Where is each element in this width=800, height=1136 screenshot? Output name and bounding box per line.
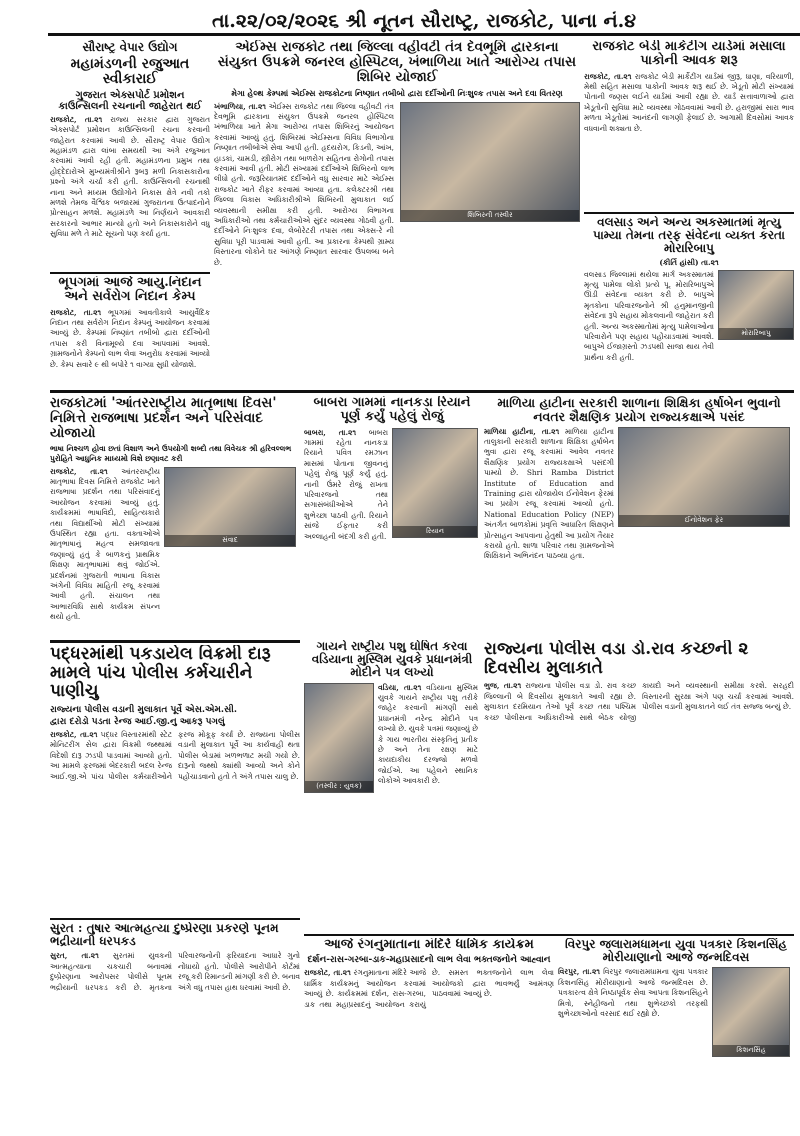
article-headline: પદ્ધરમાંથી પકડાયેલ વિક્રમી દારૂ મામલે પાંચ પોલીસ કર્મચારીને પાણીચુ: [50, 645, 271, 702]
dateline: રાજકોટ, તા.૨૧: [584, 71, 632, 81]
article-body: [584, 270, 714, 380]
article-headline: માળિયા હાટીના સરકારી શાળાના શિક્ષિકા હર્ષાબેન ભુવાનો નવતર શૈક્ષણિક પ્રયોગ રાજ્યકક્ષાએ પસંદ: [497, 396, 781, 424]
article-photo: [304, 683, 374, 793]
article-photo: [400, 102, 580, 222]
article-body: [50, 951, 300, 993]
article-text: રાજ્ય સરકાર દ્વારા ગુજરાત એક્સપોર્ટ પ્રમોશન કાઉન્સિલની રચના કરવાની જાહેરાત કરવામાં આવી છે. સૌરાષ્ટ્ર વેપાર ઉદ્યોગ મહામંડળ દ્વારા લાંબા સમયથી આ અંગે રજુઆત કરવામાં આવી રહી હતી. મહામંડળના પ્રમુખ તથા હોદ્દેદારોએ મુખ્યમંત્રીશ્રીને રૂબરૂ મળી નિકાસકારોના પ્રશ્નો અંગે ચર્ચા કરી હતી. કાઉન્સિલની રચનાથી નાના અને મધ્યમ ઉદ્યોગોને નિકાસ ક્ષેત્રે નવી તકો મળશે તેમજ વૈશ્વિક બજારમાં ગુજરાતના ઉત્પાદનોને પ્રોત્સાહન મળશે. મહામંડળે આ નિર્ણયને આવકારી સરકારનો આભાર માન્યો હતો અને નિકાસકારોને વધુ સુવિધા મળે તે માટે સૂચનો પણ કર્યા હતા.: [50, 114, 210, 239]
dateline: રાજકોટ, તા.૨૧: [304, 968, 351, 978]
article-journalist-birthday: [558, 938, 794, 1128]
article-body: [378, 683, 478, 903]
article-text: રાજ્યના પોલીસ વડા ડો. રાવ કચ્છ જિલ્લાની બે દિવસીય મુલાકાતે આવી રહ્યા છે. મુલાકાત દરમિયાન તેઓ પૂર્વ કચ્છ તથા પશ્ચિમ કચ્છ પોલીસના અધિકારીઓ સાથે બેઠક યોજી કાયદો અને વ્યવસ્થાની સમીક્ષા કરશે. સરહદી વિસ્તારની સુરક્ષા અંગે પણ ચર્ચા કરવામાં આવશે. પોલીસ વડાની મુલાકાતને લઈ તંત્ર સજ્જ બન્યું છે.: [484, 681, 794, 722]
article-body: [50, 730, 300, 890]
article-headline: રાજકોટ બેડી માર્કેટીંગ યાર્ડમાં મસાલા પાકોની આવક શરૂ: [592, 40, 786, 69]
dateline: માળિયા હાટીના, તા.૨૧: [484, 426, 560, 436]
article-text: એઈમ્સ રાજકોટ તથા જિલ્લા વહીવટી તંત્ર દેવભૂમિ દ્વારકાના સંયુક્ત ઉપક્રમે જનરલ હોસ્પિટલ ખંભાળિયા ખાતે મેગા આરોગ્ય તપાસ શિબિરનું આયોજન કરવામાં આવ્યું હતું. શિબિરમાં એઈમ્સના વિવિધ વિભાગોના નિષ્ણાત તબીબોએ સેવા આપી હતી. હૃદયરોગ, કિડની, આંખ, હાડકાં, ચામડી, સ્ત્રીરોગ તથા બાળરોગ સહિતના રોગોની તપાસ કરવામાં આવી હતી. મોટી સંખ્યામાં દર્દીઓએ શિબિરનો લાભ લીધો હતો. જરૂરિયાતમંદ દર્દીઓને વધુ સારવાર માટે એઈમ્સ રાજકોટ ખાતે રીફર કરવામાં આવ્યા હતા. કલેક્ટરશ્રી તથા જિલ્લા વિકાસ અધિકારીશ્રીએ શિબિરની મુલાકાત લઈ વ્યવસ્થાની સમીક્ષા કરી હતી. આરોગ્ય વિભાગના અધિકારીઓ તથા કર્મચારીઓએ સુંદર વ્યવસ્થા ગોઠવી હતી. દર્દીઓને નિઃશુલ્ક દવા, લેબોરેટરી તપાસ તથા એક્સ-રે ની સુવિધા પૂરી પાડવામાં આવી હતી. આ પ્રકારના કેમ્પથી ગ્રામ્ય વિસ્તારના લોકોને ઘર આંગણે નિષ્ણાત સારવાર ઉપલબ્ધ બને છે.: [214, 101, 394, 267]
article-photo: [618, 427, 790, 527]
article-photo: [712, 967, 790, 1057]
dateline: રાજકોટ, તા.૨૧: [50, 730, 98, 740]
article-text: પદ્ધર વિસ્તારમાંથી સ્ટેટ મોનિટરીંગ સેલ દ્વારા વિક્રમી જથ્થામાં વિદેશી દારૂ ઝડપી પાડવામાં આવ્યો હતો. આ મામલે ફરજમાં બેદરકારી બદલ રેન્જ આઈ.જી.એ પાંચ પોલીસ કર્મચારીઓને ફરજ મોકૂફ કર્યા છે. રાજ્યના પોલીસ વડાની મુલાકાત પૂર્વે આ કાર્યવાહી થતા પોલીસ બેડામાં ખળભળાટ મચી ગયો છે. દારૂનો જથ્થો ક્યાંથી આવ્યો અને કોને પહોંચાડવાનો હતો તે અંગે તપાસ ચાલુ છે.: [50, 730, 300, 781]
article-text: સુરતમાં યુવકની આત્મહત્યાના ચકચારી બનાવમાં દુષ્પ્રેરણાના આરોપસર પોલીસે પૂનમ ભદ્રીયાની ધરપકડ કરી છે. મૃતકના પરિવારજનોની ફરિયાદના આધારે ગુનો નોંધાયો હતો. પોલીસે આરોપીને કોર્ટમાં રજૂ કરી રિમાન્ડની માંગણી કરી છે. બનાવ અંગે વધુ તપાસ હાથ ધરવામાં આવી છે.: [50, 951, 300, 992]
photo-caption: શિબિરની તસ્વીર: [401, 210, 579, 221]
article-moraribapu: [584, 216, 794, 386]
article-photo: [718, 270, 794, 340]
article-photo: [164, 467, 296, 547]
article-kicker: સૌરાષ્ટ્ર વેપાર ઉદ્યોગ: [82, 40, 178, 54]
photo-caption: ઈનોવેશન ફેર: [619, 515, 789, 526]
article-headline: વલસાડ અને અન્ય અકસ્માતમાં મૃત્યુ પામ્યા તેમના તરફ સંવેદના વ્યક્ત કરતા મોરારિબાપુ: [593, 216, 785, 256]
section-divider: [50, 640, 300, 643]
article-text: વિરપુર જલારામધામના યુવા પત્રકાર કિશનસિંહ મોરીયાણાનો આજે જન્મદિવસ છે. પત્રકારત્વ ક્ષેત્રે નિષ્ઠાપૂર્વક સેવા આપતા કિશનસિંહને મિત્રો, સ્નેહીજનો તથા શુભેચ્છકો તરફથી શુભેચ્છાઓનો વરસાદ થઈ રહ્યો છે.: [558, 967, 708, 1018]
article-headline: મહામંડળની રજુઆત સ્વીકારાઈ: [70, 56, 190, 88]
article-headline: બાબરા ગામમાં નાનકડા રિયાને પૂર્ણ કર્યું પહેલું રોજું: [313, 396, 471, 425]
article-text: ભૂપગમાં આવતીકાલે આયુર્વેદિક નિદાન તથા સર્વરોગ નિદાન કેમ્પનું આયોજન કરવામાં આવ્યું છે. કેમ્પમાં નિષ્ણાંત તબીબો દ્વારા દર્દીઓની તપાસ કરી વિનામૂલ્યે દવા આપવામાં આવશે. ગ્રામજનોને કેમ્પનો લાભ લેવા અનુરોધ કરવામાં આવ્યો છે. કેમ્પ સવારે ૯ થી બપોરે ૧ વાગ્યા સુધી યોજાશે.: [50, 307, 210, 369]
article-headline: એઈમ્સ રાજકોટ તથા જિલ્લા વહીવટી તંત્ર દેવભૂમિ દ્વારકાના સંયુક્ત ઉપક્રમે જનરલ હોસ્પિટલ, ખંભાળિયા ખાતે આરોગ્ય તપાસ શિબિર યોજાઈ: [217, 40, 577, 85]
article-cow-letter: [304, 640, 480, 930]
divider: [50, 272, 210, 274]
article-deck: મેગા હેલ્થ કેમ્પમાં એઈમ્સ રાજકોટના નિષ્ણાત તબીબો દ્વારા દર્દીઓની નિઃશુલ્ક તપાસ અને દવા વિતરણ: [231, 87, 563, 98]
photo-caption: રિયાન: [393, 526, 477, 537]
article-deck: રાજ્યના પોલીસ વડાની મુલાકાત પૂર્વે એસ.એમ.સી.: [50, 705, 237, 716]
divider: [304, 934, 794, 936]
dateline: વિરપુર, તા.૨૧: [558, 967, 600, 977]
article-body: [484, 427, 614, 607]
dateline: (કીર્તિ હાંસી) તા.૨૧: [659, 257, 719, 267]
article-first-roza: [304, 396, 480, 636]
article-trade-council: [50, 40, 210, 270]
article-text: આંતરરાષ્ટ્રીય માતૃભાષા દિવસ નિમિત્તે રાજકોટ ખાતે રાજભાષા પ્રદર્શન તથા પરિસંવાદનું આયોજન કરવામાં આવ્યું હતું. કાર્યક્રમમાં ભાષાવિદો, સાહિત્યકારો તથા વિદ્યાર્થીઓ મોટી સંખ્યામાં ઉપસ્થિત રહ્યા હતા. વક્તાઓએ માતૃભાષાનું મહત્વ સમજાવતા જણાવ્યું હતું કે બાળકનું પ્રાથમિક શિક્ષણ માતૃભાષામાં થવું જોઈએ. પ્રદર્શનમાં ગુજરાતી ભાષાના વિકાસ અંગેની વિવિધ માહિતી રજૂ કરવામાં આવી હતી. સંચાલન તથા આભારવિધિ સાથે કાર્યક્રમ સંપન્ન થયો હતો.: [50, 466, 160, 622]
article-mother-language-day: [50, 396, 300, 636]
article-headline: વિરપુર જલારામધામના યુવા પત્રકાર કિશનસિંહ મોરીયાણાનો આજે જન્મદિવસ: [565, 938, 787, 965]
article-headline: રાજ્યના પોલીસ વડા ડો.રાવ કચ્છની ૨ દિવસીય મુલાકાતે: [484, 640, 749, 678]
article-text: માળિયા હાટીના તાલુકાની સરકારી શાળાના શિક્ષિકા હર્ષાબેન ભુવા દ્વારા રજૂ કરવામાં આવેલ નવતર શૈક્ષણિક પ્રયોગ રાજ્યકક્ષાએ પસંદગી પામ્યો છે. Shri Ramba District Institute of Education and Training દ્વારા યોજાયેલ ઈનોવેશન ફેરમાં આ પ્રયોગ રજૂ કરવામાં આવ્યો હતો. National Education Policy (NEP) અંતર્ગત બાળકોમાં પ્રવૃત્તિ આધારિત શિક્ષણને પ્રોત્સાહન આપવાના હેતુથી આ પ્રયોગ તૈયાર કરાયો હતો. શાળા પરિવાર તથા ગ્રામજનોએ શિક્ષિકાને અભિનંદન પાઠવ્યા હતા.: [484, 426, 614, 561]
article-text: વડિયાના મુસ્લિમ યુવકે ગાયને રાષ્ટ્રીય પશુ તરીકે જાહેર કરવાની માંગણી સાથે પ્રધાનમંત્રી નરેન્દ્ર મોદીને પત્ર લખ્યો છે. યુવકે પત્રમાં જણાવ્યું છે કે ગાય ભારતીય સંસ્કૃતિનું પ્રતીક છે અને તેના રક્ષણ માટે કાયદાકીય દરજ્જો મળવો જોઈએ. આ પહેલને સ્થાનિક લોકોએ આવકારી છે.: [378, 682, 478, 786]
article-teacher-innovation: [484, 396, 794, 636]
article-text: રંગનુમાતાના મંદિરે આજે ધાર્મિક કાર્યક્રમનું આયોજન કરવામાં આવ્યું છે. કાર્યક્રમમાં દર્શન, રાસ-ગરબા, ડાક તથા મહાપ્રસાદનું આયોજન કરાયું છે. સમસ્ત ભક્તજનોને લાભ લેવા આયોજકો દ્વારા ભાવભર્યું આમંત્રણ પાઠવવામાં આવ્યું છે.: [304, 968, 554, 1009]
article-text: વલસાડ જિલ્લામાં થયેલા માર્ગ અકસ્માતમાં મૃત્યુ પામેલા લોકો પ્રત્યે પૂ. મોરારિબાપુએ ઊંડી સંવેદના વ્યક્ત કરી છે. બાપુએ મૃતકોના પરિવારજનોને શ્રી હનુમાનજીની સંવેદના રૂપે સહાય મોકલવાની જાહેરાત કરી હતી. અન્ય અકસ્માતોમાં મૃત્યુ પામેલાઓના પરિવારોને પણ સહાય પહોંચાડવામાં આવશે. બાપુએ ઈજાગ્રસ્તો ઝડપથી સાજા થાય તેવી પ્રાર્થના કરી હતી.: [584, 269, 714, 362]
dateline: રાજકોટ, તા.૨૧: [50, 114, 103, 124]
article-dgp-kutch: [484, 640, 794, 830]
article-deck: દ્વારા દરોડો પડતા રેન્જ આઈ.જી.નુ આકરૂ પગલું: [50, 717, 225, 728]
article-photo: [392, 428, 478, 538]
dateline: રાજકોટ, તા.૨૧: [50, 466, 108, 476]
dateline: ભુજ, તા.૨૧: [484, 681, 522, 691]
article-body: [50, 115, 210, 240]
article-body: [50, 308, 210, 370]
dateline: વડિયા, તા.૨૧: [378, 682, 422, 692]
article-body: [584, 72, 794, 134]
article-temple-event: [304, 938, 554, 1128]
article-deck: ભાષા નિશ્ચળ હોવા છતાં વિશાળ અને ઉપયોગી શબ્દો તથા વિવેચક શ્રી હરિવલ્લભ પુરોહિતે આધુનિક માધ્યમો વિશે છણાવટ કરી: [50, 443, 292, 463]
article-body: [304, 968, 554, 1010]
dateline: બાબરા, તા.૨૧: [304, 427, 357, 437]
article-text: રાજકોટ બેડી માર્કેટીંગ યાર્ડમાં જીરૂ, ધાણા, વરિયાળી, મેથી સહિત મસાલા પાકોની આવક શરૂ થઈ છે. ખેડૂતો મોટી સંખ્યામાં પોતાની જણસ લઈને યાર્ડમાં આવી રહ્યા છે. યાર્ડ સત્તાવાળાઓ દ્વારા ખેડૂતોની સુવિધા માટે વ્યવસ્થા ગોઠવવામાં આવી છે. હરાજીમાં સારા ભાવ મળતા ખેડૂતોમાં આનંદની લાગણી ફેલાઈ છે. આગામી દિવસોમાં આવક વધવાની શક્યતા છે.: [584, 71, 794, 133]
page-header: તા.૨૨/૦૨/૨૦૨૬ શ્રી નૂતન સૌરાષ્ટ્ર, રાજકોટ, પાના નં.૪: [48, 6, 800, 36]
article-headline: આજે રંગનુમાતાના મંદિરે ધાર્મિક કાર્યક્રમ: [324, 938, 534, 952]
article-text: બાબરા ગામમાં રહેતા નાનકડા રિયાને પવિત્ર રમઝાન માસમાં પોતાના જીવનનું પહેલું રોજું પૂર્ણ કર્યું હતું. નાની ઉંમરે રોજું રાખતા પરિવારજનો તથા સગાસંબંધીઓએ તેને શુભેચ્છા પાઠવી હતી. રિયાને સાંજે ઈફતાર કરી અલ્લાહની બંદગી કરી હતી.: [304, 427, 388, 541]
article-headline: રાજકોટમાં 'આંતરરાષ્ટ્રીય માતૃભાષા દિવસ' નિમિત્તે રાજભાષા પ્રદર્શન અને પરિસંવાદ યોજાયો: [50, 396, 277, 441]
photo-caption: સંવાદ: [165, 535, 295, 546]
article-body: [50, 467, 160, 632]
article-body: [214, 102, 394, 372]
article-body: [558, 967, 708, 1107]
dateline: સુરત, તા.૨૧: [50, 951, 99, 961]
article-aiims-camp: [214, 40, 580, 386]
photo-caption: કિશનસિંહ: [713, 1045, 789, 1056]
dateline: રાજકોટ, તા.૨૧: [50, 307, 102, 317]
article-headline: સુરત : તુષાર આત્મહત્યા દુષ્પ્રેરણા પ્રકરણે પૂનમ ભદ્રીયાની ધરપકડ: [50, 922, 279, 949]
divider: [584, 212, 794, 214]
dateline: ખંભાળિયા, તા.૨૧: [214, 101, 266, 111]
article-surat-arrest: [50, 922, 300, 1128]
article-liquor-seizure: [50, 645, 300, 915]
photo-caption: મોરારિબાપુ: [719, 328, 793, 339]
article-body: [304, 428, 388, 603]
photo-caption: (તસ્વીર : યુવક): [305, 781, 373, 792]
article-subhead: કાઉન્સિલની રચનાની જાહેરાત થઈ: [58, 100, 202, 112]
article-headline: ગાયને રાષ્ટ્રીય પશુ ઘોષિત કરવા વડિયાના મુસ્લિમ યુવકે પ્રધાનમંત્રી મોદીને પત્ર લખ્યો: [311, 640, 473, 680]
article-headline: ભૂપગમાં આજે આયુ.નિદાન અને સર્વરોગ નિદાન કેમ્પ: [58, 276, 202, 305]
article-spice-market: [584, 40, 794, 210]
article-medical-camp: [50, 276, 210, 386]
article-deck: દર્શન-રાસ-ગરબા-ડાક-મહાપ્રસાદનો લાભ લેવા ભક્તજનોને આહ્વાન: [307, 955, 551, 966]
divider: [50, 918, 300, 920]
article-subhead: ગુજરાત એક્સપોર્ટ પ્રમોશન: [75, 89, 185, 101]
section-divider: [50, 390, 794, 393]
article-body: [484, 681, 794, 723]
